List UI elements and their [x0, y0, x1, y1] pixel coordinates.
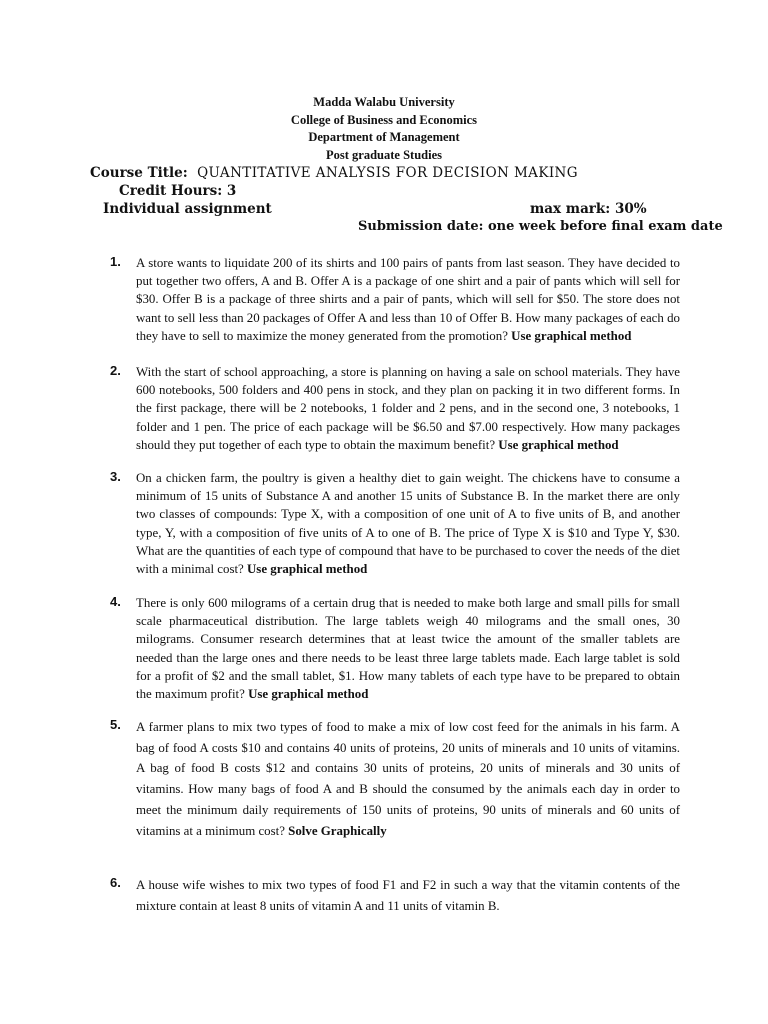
question-text [136, 594, 680, 703]
assignment-type: Individual assignment [103, 201, 272, 217]
college-name: College of Business and Economics [290, 112, 478, 127]
question-5 [110, 717, 680, 841]
question-body: There is only 600 milograms of a certain drug that is needed to make both large and small pills for small scale pharmaceutical distribution. The large tablets weigh 40 milograms and the small ones, 30 milograms. Consumer research determines that at least twice the amount of the smaller tablets are needed than the large ones and there needs to be least three large tablets made. Each large tablet is sold for a profit of $2 and the small tablet, $1. How many tablets of each type have to be prepared to obtain the maximum profit? [136, 596, 680, 702]
question-body: A farmer plans to mix two types of food to make a mix of low cost feed for the animals in his farm. A bag of food A costs $10 and contains 40 units of proteins, 20 units of minerals and 10 units of vitamins. A bag of food B costs $12 and contains 30 units of proteins, 20 units of minerals and 30 units of vitamins. How many bags of food A and B should the consumed by the animals each day in order to meet the minimum daily requirements of 150 units of proteins, 90 units of minerals and 60 units of vitamins at a minimum cost? [136, 720, 680, 838]
max-mark: max mark: 30% [530, 201, 647, 217]
question-number: 5. [110, 717, 121, 732]
credit-hours: Credit Hours: 3 [119, 183, 237, 199]
question-body: With the start of school approaching, a store is planning on having a sale on school materials. They have 600 notebooks, 500 folders and 400 pens in stock, and they plan on packing it in two different forms. In the first package, there will be 2 notebooks, 1 folder and 2 pens, and in the second one, 3 notebooks, 1 folder and 1 pen. The price of each package will be $6.50 and $7.00 respectively. How many packages should they put together of each type to obtain the maximum benefit? [136, 365, 680, 452]
question-number: 3. [110, 469, 121, 484]
question-instruction: Solve Graphically [288, 823, 387, 838]
course-title-label: Course Title: [90, 165, 188, 181]
question-1 [110, 254, 680, 345]
question-text [136, 469, 680, 578]
question-body: On a chicken farm, the poultry is given a healthy diet to gain weight. The chickens have to consume a minimum of 15 units of Substance A and another 15 units of Substance B. In the market there are only two classes of compounds: Type X, with a composition of one unit of A to five units of B, and another type, Y, with a composition of five units of A to one of B. The price of Type X is $10 and Type Y, $30. What are the quantities of each type of compound that have to be purchased to cover the needs of the diet with a minimal cost? [136, 471, 680, 577]
question-number: 4. [110, 594, 121, 609]
course-title-line [90, 165, 578, 181]
question-text [136, 875, 680, 916]
document-header [0, 94, 768, 164]
question-6 [110, 875, 680, 916]
question-body: A house wife wishes to mix two types of food F1 and F2 in such a way that the vitamin contents of the mixture contain at least 8 units of vitamin A and 11 units of vitamin B. [136, 878, 680, 913]
question-text [136, 363, 680, 454]
question-text [136, 717, 680, 841]
question-text [136, 254, 680, 345]
university-name: Madda Walabu University [313, 95, 455, 109]
question-3 [110, 469, 680, 578]
question-instruction: Use graphical method [247, 562, 368, 577]
question-instruction: Use graphical method [511, 328, 632, 343]
question-instruction: Use graphical method [248, 687, 369, 702]
question-instruction: Use graphical method [498, 437, 619, 452]
question-body: A store wants to liquidate 200 of its shirts and 100 pairs of pants from last season. They have decided to put together two offers, A and B. Offer A is a package of one shirt and a pair of pants which will sell for $30. Offer B is a package of three shirts and a pair of pants, which will sell for $50. The store does not want to sell less than 20 packages of Offer A and less than 10 of Offer B. How many packages of each do they have to sell to maximize the money generated from the promotion? [136, 256, 680, 343]
course-title: QUANTITATIVE ANALYSIS FOR DECISION MAKING [197, 165, 578, 181]
question-number: 6. [110, 875, 121, 890]
question-number: 2. [110, 363, 121, 378]
question-number: 1. [110, 254, 121, 269]
department-name: Department of Management [308, 130, 460, 144]
question-4 [110, 594, 680, 703]
submission-date: Submission date: one week before final exam date [358, 219, 723, 234]
program-name: Post graduate Studies [326, 147, 442, 162]
question-2 [110, 363, 680, 454]
